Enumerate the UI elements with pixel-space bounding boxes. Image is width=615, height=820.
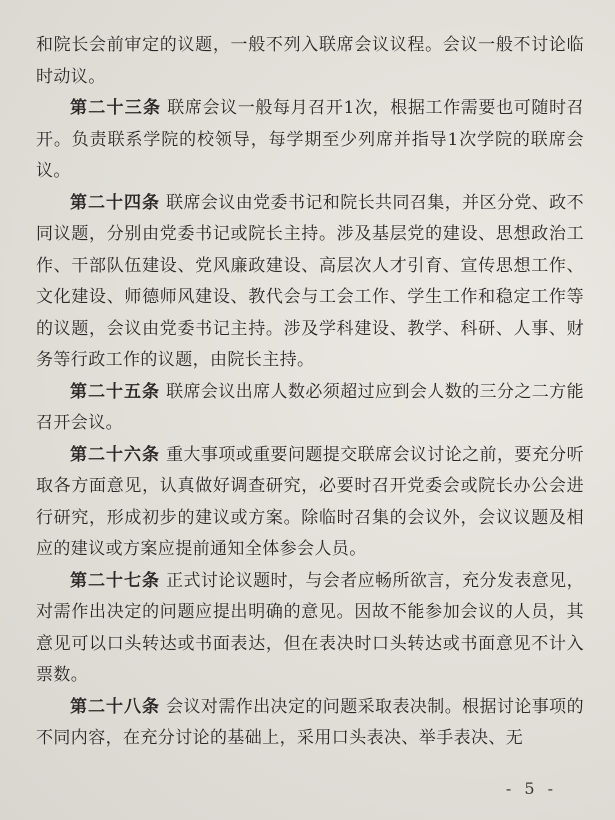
article-text: 正式讨论议题时，与会者应畅所欲言，充分发表意见，对需作出决定的问题应提出明确的意见。因故不能参加会议的人员，其意见可以口头转达或书面表达，但在表决时口头转达或书面意见不计入票数。: [36, 570, 584, 685]
article-title: 第二十五条: [70, 381, 161, 402]
document-body: [36, 30, 584, 755]
article-28: [36, 692, 584, 755]
article-24: [36, 188, 584, 377]
page-number: - 5 -: [505, 779, 557, 798]
article-text: 重大事项或重要问题提交联席会议讨论之前，要充分听取各方面意见，认真做好调查研究，必要时召开党委会或院长办公会进行研究，形成初步的建议或方案。除临时召集的会议外，会议议题及相应的建议或方案应提前通知全体参会人员。: [36, 444, 584, 559]
article-title: 第二十四条: [70, 192, 161, 213]
article-title: 第二十三条: [70, 98, 162, 118]
article-text: 联席会议一般每月召开1次，根据工作需要也可随时召开。负责联系学院的校领导，每学期至少列席并指导1次学院的联席会议。: [36, 98, 585, 181]
article-text: 联席会议出席人数必须超过应到会人数的三分之二方能召开会议。: [36, 381, 584, 433]
article-title: 第二十六条: [70, 444, 161, 465]
opening-paragraph: [36, 30, 584, 93]
article-23: [36, 93, 584, 188]
opening-text: 和院长会前审定的议题，一般不列入联席会议议程。会议一般不讨论临时动议。: [36, 35, 584, 87]
article-text: 联席会议由党委书记和院长共同召集，并区分党、政不同议题，分别由党委书记或院长主持。涉及基层党的建设、思想政治工作、干部队伍建设、党风廉政建设、高层次人才引育、宣传思想工作、文化建设、师德师风建设、教代会与工会工作、学生工作和稳定工作等的议题，会议由党委书记主持。涉及学科建设、教学、科研、人事、财务等行政工作的议题，由院长主持。: [36, 192, 584, 370]
article-25: [36, 377, 584, 440]
article-26: [36, 440, 584, 566]
article-text: 会议对需作出决定的问题采取表决制。根据讨论事项的不同内容，在充分讨论的基础上，采用口头表决、举手表决、无: [36, 696, 584, 748]
article-title: 第二十七条: [70, 570, 161, 591]
article-27: [36, 566, 584, 692]
article-title: 第二十八条: [70, 696, 161, 717]
